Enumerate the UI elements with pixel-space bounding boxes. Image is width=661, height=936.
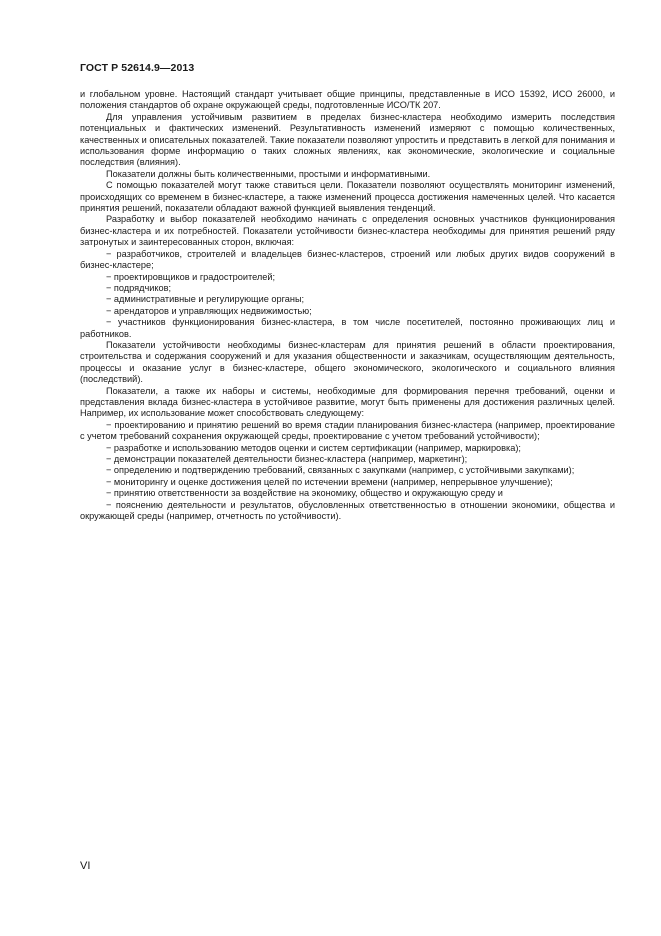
paragraph: Для управления устойчивым развитием в пределах бизнес-кластера необходимо измерить последствия потенциальных и фактических изменений. Результативность изменений измеряют с помощью количественных, качественных и описательных показателей. Такие показатели позволяют упростить и представить в легкой для понимания и использования форме информацию о таких сложных явлениях, как экономические, экологические и социальные последствия (влияния).: [80, 111, 615, 168]
paragraph: − пояснению деятельности и результатов, обусловленных ответственностью в отношении экономики, общества и окружающей среды (например, отчетность по устойчивости).: [80, 499, 615, 522]
paragraph: − принятию ответственности за воздействие на экономику, общество и окружающую среду и: [106, 488, 503, 499]
paragraph: − подрядчиков;: [106, 282, 172, 293]
paragraph: Показатели должны быть количественными, простыми и информативными.: [106, 168, 431, 179]
paragraph: − демонстрации показателей деятельности бизнес-кластера (например, маркетинг);: [106, 454, 468, 464]
paragraph: Показатели устойчивости необходимы бизнес-кластерам для принятия решений в области проектирования, строительства и содержания сооружений и для указания общественности и заказчикам, осуществляющим деятельность, процессы и оказание услуг в бизнес-кластере, общего экономического, экологического и социального влияния (последствий).: [80, 339, 615, 385]
paragraph: С помощью показателей могут также ставиться цели. Показатели позволяют осуществлять мониторинг изменений, происходящих со временем в бизнес-кластере, а также изменений процесса достижения намеченных целей. Что касается принятия решений, показатели обладают важной функцией выявления тенденций.: [80, 180, 615, 214]
paragraph: − разработчиков, строителей и владельцев бизнес-кластеров, строений или любых других видов сооружений в бизнес-кластере;: [80, 248, 615, 271]
paragraph: − проектированию и принятию решений во время стадии планирования бизнес-кластера (например, проектирование с учетом требований сохранения окружающей среды, проектирование с учетом требований устойчивости);: [80, 419, 615, 442]
paragraph: − разработке и использованию методов оценки и систем сертификации (например, маркировка);: [106, 442, 521, 453]
body-text: [80, 89, 615, 522]
paragraph: − участников функционирования бизнес-кластера, в том числе посетителей, постоянно проживающих лиц и работников.: [80, 317, 615, 339]
paragraph: Показатели, а также их наборы и системы, необходимые для формирования перечня требований, оценки и представления вклада бизнес-кластера в устойчивое развитие, могут быть применены для достижения различных целей. Например, их использование может способствовать следующему:: [80, 385, 615, 419]
page-number: VI: [80, 860, 91, 872]
paragraph: − проектировщиков и градостроителей;: [106, 271, 276, 282]
paragraph: − административные и регулирующие органы;: [106, 294, 305, 305]
paragraph: и глобальном уровне. Настоящий стандарт учитывает общие принципы, представленные в ИСО 15392, ИСО 26000, и положения стандартов об охране окружающей среды, подготовленные ИСО/ТК 207.: [80, 89, 615, 111]
paragraph: − определению и подтверждению требований, связанных с закупками (например, с устойчивыми закупками);: [106, 465, 575, 476]
paragraph: Разработку и выбор показателей необходимо начинать с определения основных участников функционирования бизнес-кластера и их потребностей. Показатели устойчивости бизнес-кластера необходимы для принятия решений ряду затронутых и заинтересованных сторон, включая:: [80, 214, 615, 248]
document-code: ГОСТ Р 52614.9—2013: [80, 62, 195, 74]
paragraph: − мониторингу и оценке достижения целей по истечении времени (например, непрерывное улучшение);: [106, 476, 553, 487]
paragraph: − арендаторов и управляющих недвижимостью;: [106, 305, 312, 316]
